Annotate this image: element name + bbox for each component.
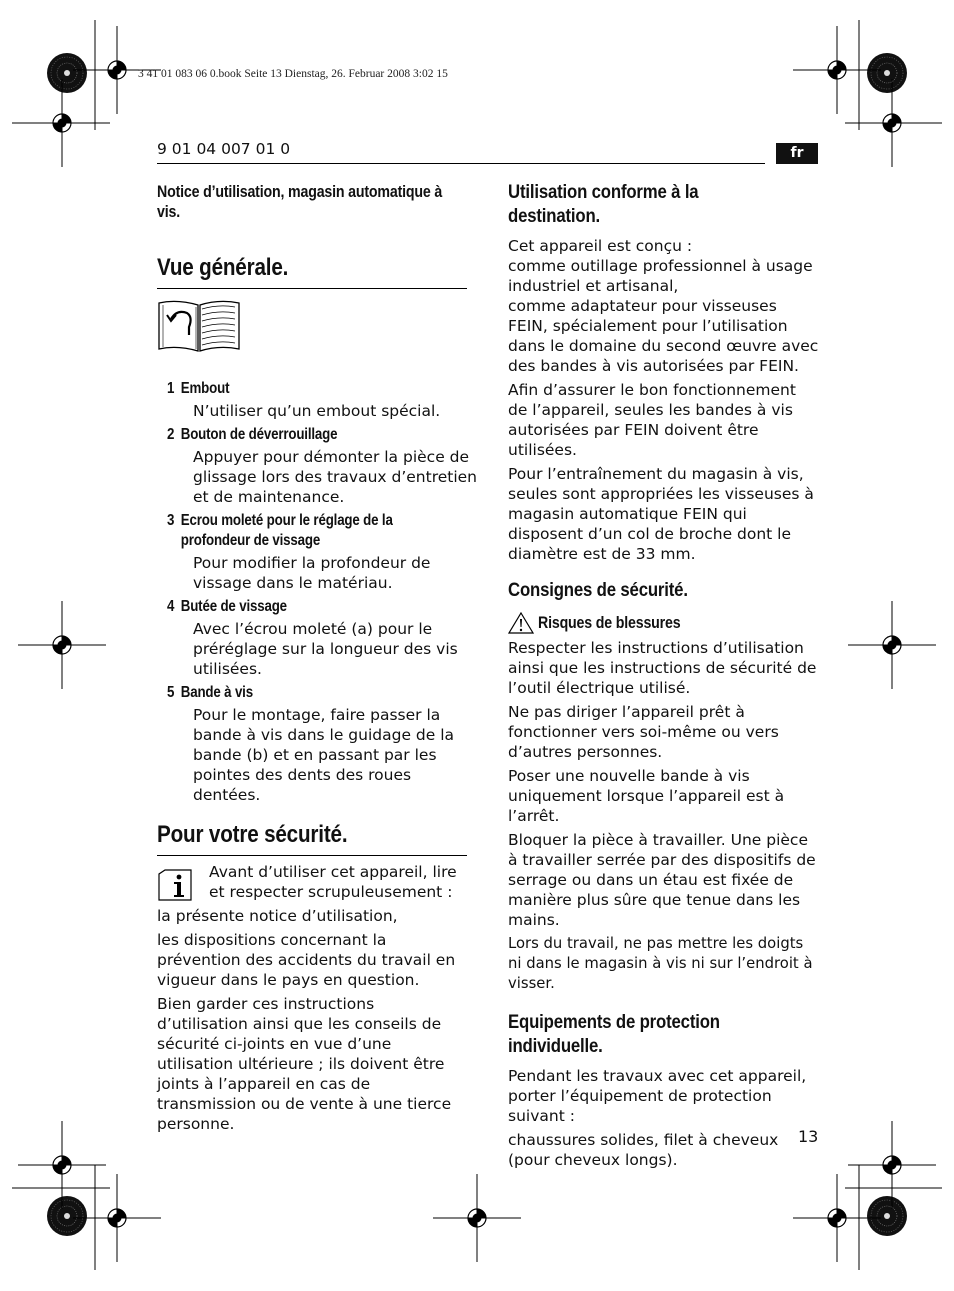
paragraph: Afin d’assurer le bon fonctionnement de l’appareil, seules les bandes à vis autorisées par FEIN doivent être utilisées. (508, 381, 796, 459)
paragraph: la présente notice d’utilisation, (157, 907, 398, 925)
paragraph: comme adaptateur pour visseuses FEIN, spécialement pour l’utilisation dans le domaine du second œuvre avec des bandes à vis autorisées par FEIN. (508, 297, 819, 375)
section-title-protective-equipment: Equipements de protection individuelle. (508, 1011, 720, 1057)
paragraph: Pendant les travaux avec cet appareil, porter l’équipement de protection suivant : (508, 1067, 807, 1125)
legend-item (167, 511, 469, 593)
paragraph: Pour l’entraînement du magasin à vis, seules sont appropriées les visseuses à magasin automatique FEIN qui disposent d’un col de broche dont le diamètre est de 33 mm. (508, 465, 814, 563)
legend-item (167, 683, 469, 805)
warning-triangle-icon (508, 612, 534, 634)
legend-item-number: 3 (167, 512, 175, 529)
page-number: 13 (798, 1127, 819, 1146)
legend-item (167, 379, 469, 421)
print-slug: 3 41 01 083 06 0.book Seite 13 Dienstag, 26. Februar 2008 3:02 15 (138, 68, 448, 80)
warning-title: Risques de blessures (538, 613, 681, 632)
legend-item-number: 5 (167, 684, 175, 701)
legend-item-title: Embout (180, 380, 230, 397)
left-column (157, 182, 478, 1138)
section-title-intended-use: Utilisation conforme à la destination. (508, 181, 699, 227)
open-book-icon (157, 297, 241, 353)
legend-item-title: Bande à vis (180, 684, 253, 701)
legend-list (167, 379, 478, 805)
paragraph: Cet appareil est conçu : (508, 237, 693, 255)
section-rule (157, 855, 467, 856)
legend-item-description: Appuyer pour démonter la pièce de glissage lors des travaux d’entretien et de maintenance. (193, 448, 478, 506)
protective-equipment-paragraphs (508, 1066, 820, 1170)
info-icon (157, 868, 195, 902)
legend-item-number: 1 (167, 380, 175, 397)
paragraph: les dispositions concernant la prévention des accidents du travail en vigueur dans le pays en question. (157, 931, 456, 989)
section-title-safety: Pour votre sécurité. (157, 821, 348, 848)
paragraph: Poser une nouvelle bande à vis uniquement lorsque l’appareil est à l’arrêt. (508, 767, 785, 825)
paragraph: chaussures solides, filet à cheveux (pour cheveux longs). (508, 1131, 779, 1169)
legend-item-title: Butée de vissage (180, 598, 287, 615)
legend-item-description: N’utiliser qu’un embout spécial. (193, 402, 441, 420)
legend-item-title: Ecrou moleté pour le réglage de la profondeur de vissage (180, 512, 393, 549)
section-title-overview: Vue générale. (157, 254, 289, 281)
paragraph: Lors du travail, ne pas mettre les doigts ni dans le magasin à vis ni sur l’endroit à visser. (508, 935, 813, 992)
lead-title: Notice d’utilisation, magasin automatique à vis. (157, 183, 443, 221)
legend-item-title: Bouton de déverrouillage (180, 426, 338, 443)
info-note (157, 862, 469, 902)
language-tab: fr (776, 143, 818, 164)
legend-item-number: 2 (167, 426, 175, 443)
legend-item (167, 597, 469, 679)
paragraph: Ne pas diriger l’appareil prêt à fonctionner vers soi-même ou vers d’autres personnes. (508, 703, 779, 761)
warning-heading (508, 612, 820, 634)
info-text: Avant d’utiliser cet appareil, lire et respecter scrupuleusement : (209, 863, 457, 901)
section-rule (157, 288, 467, 289)
paragraph: Bien garder ces instructions d’utilisation ainsi que les conseils de sécurité ci-joints en vue d’une utilisation ultérieure ; ils doivent être joints à l’appareil en cas de transmission ou de vente à une tierce personne. (157, 995, 452, 1133)
legend-item-description: Avec l’écrou moleté (a) pour le préréglage sur la longueur des vis utilisées. (193, 620, 458, 678)
legend-item-number: 4 (167, 598, 175, 615)
legend-item-description: Pour modifier la profondeur de vissage dans le matériau. (193, 554, 431, 592)
document-number: 9 01 04 007 01 0 (157, 140, 291, 158)
legend-item-description: Pour le montage, faire passer la bande à vis dans le guidage de la bande (b) et en passant par les pointes des dents des roues dentées. (193, 706, 455, 804)
safety-instructions-paragraphs (508, 638, 820, 994)
paragraph: Respecter les instructions d’utilisation ainsi que les instructions de sécurité de l’outil électrique utilisé. (508, 639, 817, 697)
paragraph: Bloquer la pièce à travailler. Une pièce à travailler serrée par des dispositifs de serrage ou dans un étau est fixée de manière plus sûre que tenue dans les mains. (508, 831, 816, 929)
safety-paragraphs (157, 906, 469, 1134)
intended-use-paragraphs (508, 236, 820, 564)
header-rule (157, 163, 765, 164)
right-column (508, 180, 820, 1174)
legend-item (167, 425, 478, 507)
section-title-safety-instructions: Consignes de sécurité. (508, 579, 688, 601)
paragraph: comme outillage professionnel à usage industriel et artisanal, (508, 257, 813, 295)
